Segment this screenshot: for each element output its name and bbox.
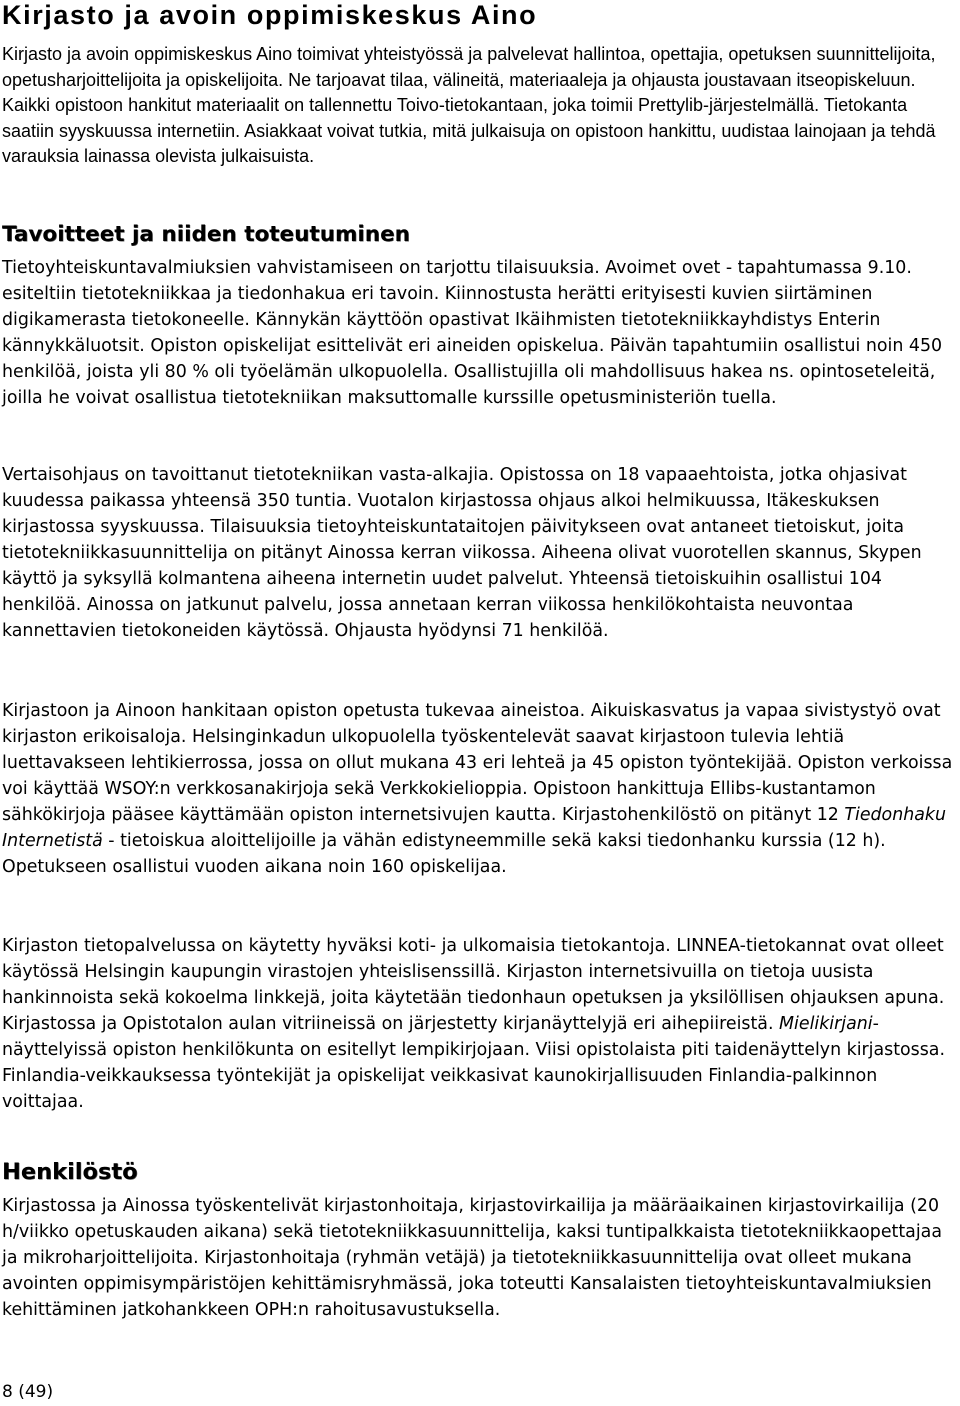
- goals-paragraph-3: [2, 698, 957, 880]
- page-number: 8 (49): [2, 1382, 54, 1402]
- goals-text-3-b: - tietoiskua aloittelijoille ja vähän edistyneemmille sekä kaksi tiedonhanku kurssia (12 h). Opetukseen osallistui vuoden aikana noin 160 opiskelijaa.: [2, 831, 886, 877]
- goals-text-3-a: Kirjastoon ja Ainoon hankitaan opiston opetusta tukevaa aineistoa. Aikuiskasvatus ja vapaa sivistystyö ovat kirjaston erikoisaloja. Helsinginkadun ulkopuolella työskentelevät saavat kirjastoon tulevia lehtiä luettavakseen lehtikierrossa, jossa on ollut mukana 43 eri lehteä ja 45 opiston työntekijää. Opiston verkoissa voi käyttää WSOY:n verkkosanakirjoja sekä Verkkokielioppia. Opistoon hankittuja Ellibs-kustantamon sähkökirjoja pääsee käyttämään opiston internetsivujen kautta. Kirjastohenkilöstö on pitänyt 12: [2, 701, 953, 825]
- section-heading-staff: Henkilöstö: [2, 1159, 138, 1185]
- goals-text-4-em: Mielikirjani: [779, 1014, 873, 1034]
- goals-paragraph-4: [2, 933, 957, 1115]
- staff-text: Kirjastossa ja Ainossa työskentelivät kirjastonhoitaja, kirjastovirkailija ja määräaikainen kirjastovirkailija (20 h/viikko opetuskauden aikana) sekä tietotekniikkasuunnittelija, kaksi tuntipalkkaista tietotekniikkaopettajaa ja mikroharjoittelijoita. Kirjastonhoitaja (ryhmän vetäjä) ja tietotekniikkasuunnittelija ovat olleet mukana avointen oppimisympäristöjen kehittämisryhmässä, joka toteutti Kansalaisten tietoyhteiskuntavalmiuksien kehittäminen jatkohankkeen OPH:n rahoitusavustuksella.: [2, 1196, 942, 1320]
- goals-text-3: [2, 698, 957, 880]
- staff-paragraph: [2, 1193, 957, 1323]
- goals-paragraph-2: [2, 462, 957, 644]
- goals-text-4-b: -näyttelyissä opiston henkilökunta on esitellyt lempikirjojaan. Viisi opistolaista piti taidenäyttelyn kirjastossa. Finlandia-veikkauksessa työntekijät ja opiskelijat veikkasivat kaunokirjallisuuden Finlandia-palkinnon voittajaa.: [2, 1014, 945, 1112]
- section-goals: [2, 222, 957, 248]
- goals-text-2: Vertaisohjaus on tavoittanut tietotekniikan vasta-alkajia. Opistossa on 18 vapaaehtoista, jotka ohjasivat kuudessa paikassa yhteensä 350 tuntia. Vuotalon kirjastossa ohjaus alkoi helmikuussa, Itäkeskuksen kirjastossa syyskuussa. Tilaisuuksia tietoyhteiskuntataitojen päivitykseen ovat antaneet tietoiskut, joita tietotekniikkasuunnittelija on pitänyt Ainossa kerran viikossa. Aiheena olivat vuorotellen skannus, Skypen käyttö ja syksyllä kolmantena aiheena internetin uudet palvelut. Yhteensä tietoiskuihin osallistui 104 henkilöä. Ainossa on jatkunut palvelu, jossa annetaan kerran viikossa henkilökohtaista neuvontaa kannettavien tietokoneiden käytössä. Ohjausta hyödynsi 71 henkilöä.: [2, 465, 922, 641]
- page-title: Kirjasto ja avoin oppimiskeskus Aino: [2, 0, 538, 30]
- goals-text-3-em: Tiedonhaku Internetistä: [2, 805, 946, 851]
- intro-paragraph: [2, 42, 957, 170]
- section-heading-goals: Tavoitteet ja niiden toteutuminen: [2, 222, 410, 247]
- section-staff: [2, 1159, 957, 1185]
- goals-text-4-a: Kirjaston tietopalvelussa on käytetty hyväksi koti- ja ulkomaisia tietokantoja. LINNEA-tietokannat ovat olleet käytössä Helsingin kaupungin virastojen yhteislisenssillä. Kirjaston internetsivuilla on tietoja uusista hankinnoista sekä kokoelma linkkejä, joita käytetään tiedonhaun opetuksen ja yksilöllisen ohjauksen apuna. Kirjastossa ja Opistotalon aulan vitriineissä on järjestetty kirjanäyttelyjä eri aihepiireistä.: [2, 936, 945, 1034]
- intro-text: Kirjasto ja avoin oppimiskeskus Aino toimivat yhteistyössä ja palvelevat hallintoa, opettajia, opetuksen suunnittelijoita, opetusharjoittelijoita ja opiskelijoita. Ne tarjoavat tilaa, välineitä, materiaaleja ja ohjausta joustavaan itseopiskeluun. Kaikki opistoon hankitut materiaalit on tallennettu Toivo-tietokantaan, joka toimii Prettylib-järjestelmällä. Tietokanta saatiin syyskuussa internetiin. Asiakkaat voivat tutkia, mitä julkaisuja on opistoon hankittu, uudistaa lainojaan ja tehdä varauksia lainassa olevista julkaisuista.: [2, 44, 936, 166]
- goals-text-4: [2, 933, 957, 1115]
- goals-text-1: Tietoyhteiskuntavalmiuksien vahvistamiseen on tarjottu tilaisuuksia. Avoimet ovet - tapahtumassa 9.10. esiteltiin tietotekniikkaa ja tiedonhakua eri tavoin. Kiinnostusta herätti erityisesti kuvien siirtäminen digikamerasta tietokoneelle. Kännykän käyttöön opastivat Ikäihmisten tietotekniikkayhdistys Enterin kännykkäluotsit. Opiston opiskelijat esittelivät eri aineiden opiskelua. Päivän tapahtumiin osallistui noin 450 henkilöä, joista yli 80 % oli työelämän ulkopuolella. Osallistujilla oli mahdollisuus hakea ns. opintoseteleitä, joilla he voivat osallistua tietotekniikan maksuttomalle kurssille opetusministeriön tuella.: [2, 258, 943, 408]
- goals-paragraph-1: [2, 255, 957, 411]
